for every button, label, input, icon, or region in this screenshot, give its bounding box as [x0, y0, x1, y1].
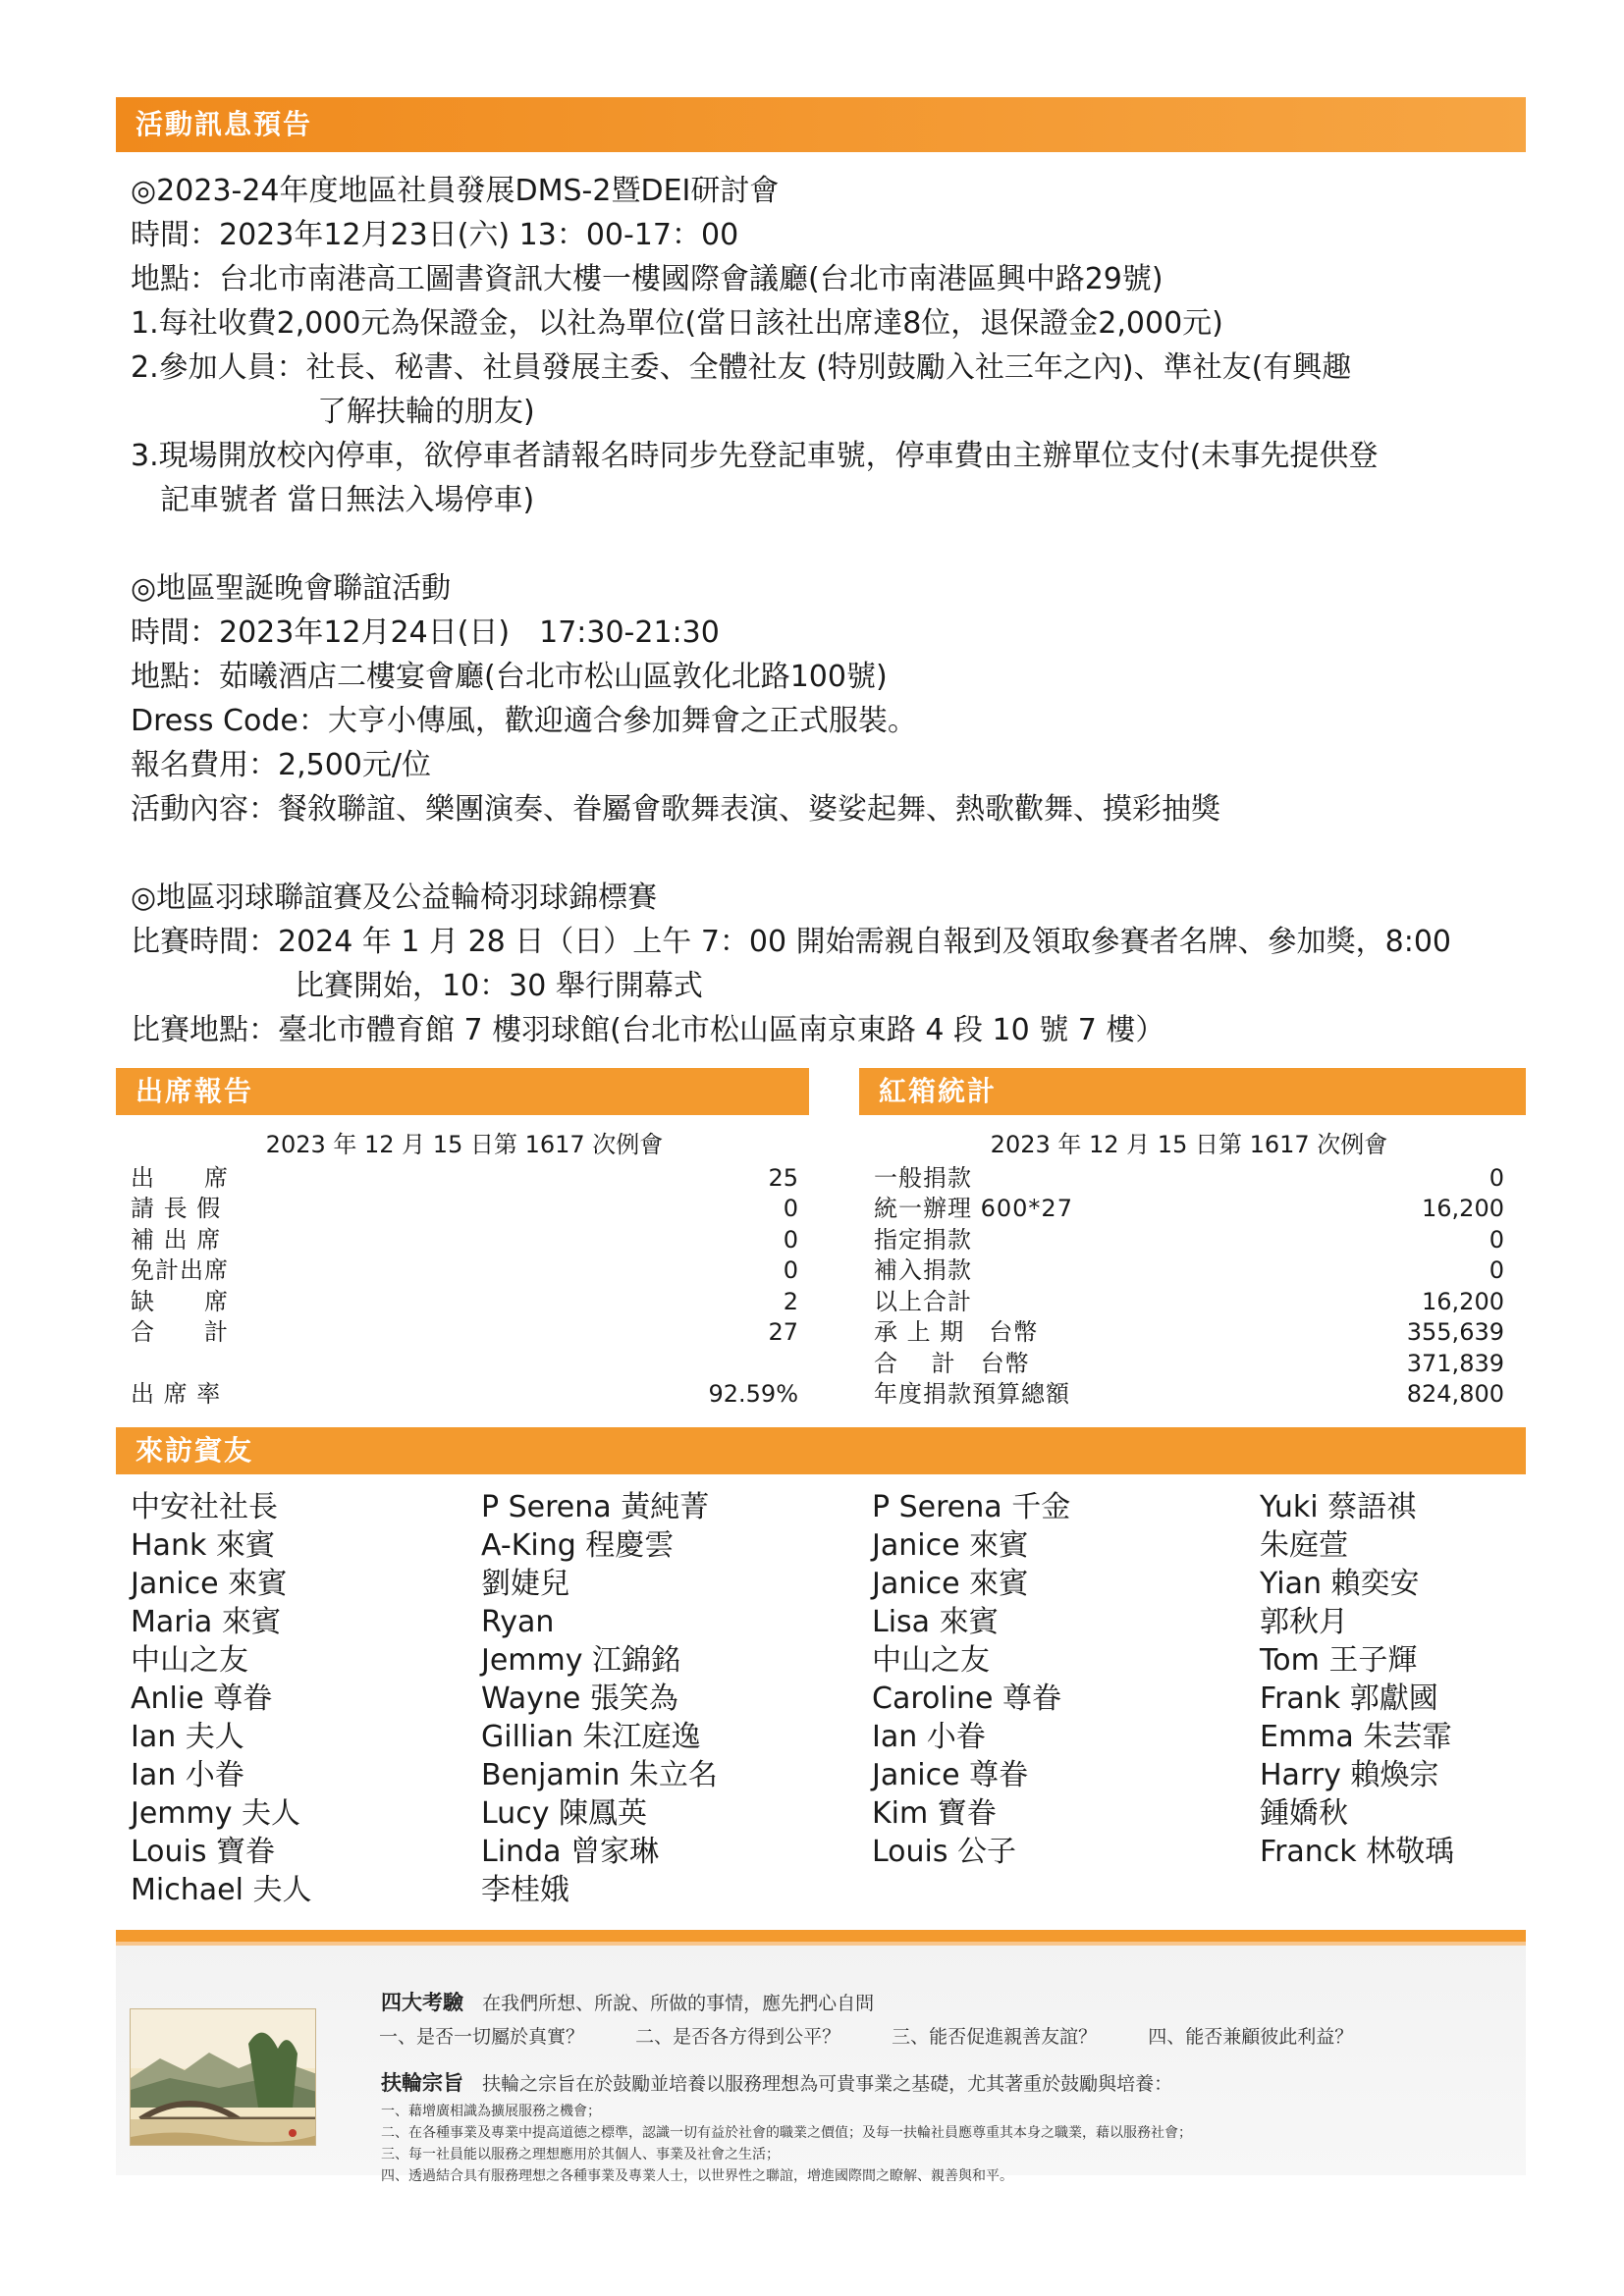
visitor-name: Lucy 陳鳳英	[481, 1796, 647, 1831]
visitor-name: Hank 來賓	[131, 1528, 275, 1563]
event1-title: ◎2023-24年度地區社員發展DMS-2暨DEI研討會	[131, 174, 780, 208]
attendance-value: 25	[768, 1163, 798, 1192]
visitor-name: Gillian 朱江庭逸	[481, 1720, 701, 1754]
visitor-name: P Serena 千金	[872, 1490, 1071, 1524]
event1-item3: 3.現場開放校內停車，欲停車者請報名時同步先登記車號，停車費由主辦單位支付(未事先提供登	[131, 439, 1379, 473]
attendance-rate-value: 92.59%	[708, 1379, 798, 1408]
event2-fee: 報名費用：2,500元/位	[131, 748, 431, 782]
visitor-name: 中山之友	[131, 1643, 248, 1678]
redbox-section-header: 紅箱統計	[859, 1068, 1526, 1115]
visitor-name: Benjamin 朱立名	[481, 1758, 718, 1792]
visitor-name: 中安社社長	[131, 1490, 278, 1524]
visitor-name: Janice 來賓	[872, 1567, 1029, 1601]
visitors-column-4	[1260, 1488, 1454, 1871]
visitor-name: Yuki 蔡語祺	[1260, 1490, 1417, 1524]
event3-time-cont: 比賽開始，10：30 舉行開幕式	[295, 969, 703, 1003]
attendance-row	[131, 1287, 798, 1318]
attendance-value: 0	[783, 1225, 798, 1254]
redbox-label: 承 上 期 台幣	[874, 1318, 1039, 1346]
attendance-row	[131, 1194, 798, 1225]
redbox-value: 824,800	[1406, 1380, 1504, 1408]
redbox-row	[874, 1194, 1504, 1225]
attendance-label: 請 長 假	[131, 1195, 222, 1222]
visitor-name: Caroline 尊眷	[872, 1682, 1062, 1716]
test-question-1: 一、是否一切屬於真實？	[379, 2026, 585, 2048]
visitor-name: Janice 來賓	[131, 1567, 288, 1601]
redbox-row	[874, 1225, 1504, 1256]
redbox-meeting-title: 2023 年 12 月 15 日第 1617 次例會	[990, 1131, 1388, 1158]
redbox-value: 355,639	[1406, 1318, 1504, 1346]
visitor-name: Linda 曾家琳	[481, 1835, 660, 1869]
attendance-rate-row	[131, 1379, 798, 1411]
visitor-name: Janice 尊眷	[872, 1758, 1029, 1792]
attendance-label: 免計出席	[131, 1256, 229, 1284]
visitor-name: Yian 賴奕安	[1260, 1567, 1420, 1601]
attendance-label: 補 出 席	[131, 1225, 222, 1254]
visitor-name: Ian 夫人	[131, 1720, 244, 1754]
visitor-name: Emma 朱芸霏	[1260, 1720, 1452, 1754]
events-section-header: 活動訊息預告	[116, 97, 1526, 152]
visitor-name: Ryan	[481, 1605, 555, 1639]
redbox-row	[874, 1255, 1504, 1287]
visitor-name: Ian 小眷	[131, 1758, 244, 1792]
four-way-test-questions	[379, 2022, 1353, 2049]
event1-item3-cont: 記車號者 當日無法入場停車)	[160, 483, 535, 517]
attendance-label: 合 計	[131, 1318, 229, 1346]
event2-dress-code: Dress Code：大亨小傳風，歡迎適合參加舞會之正式服裝。	[131, 704, 917, 738]
visitors-column-1	[131, 1488, 311, 1909]
object-of-rotary-title: 扶輪宗旨	[381, 2070, 463, 2095]
visitor-name: 李桂娥	[481, 1873, 569, 1907]
object-of-rotary-subtitle: 扶輪之宗旨在於鼓勵並培養以服務理想為可貴事業之基礎，尤其著重於鼓勵與培養：	[482, 2073, 1173, 2095]
attendance-report	[131, 1130, 798, 1410]
visitor-name: Janice 來賓	[872, 1528, 1029, 1563]
event1-item1: 1.每社收費2,000元為保證金，以社為單位(當日該社出席達8位，退保證金2,000元)	[131, 306, 1223, 341]
visitor-name: 朱庭萱	[1260, 1528, 1348, 1563]
visitor-name: Wayne 張笑為	[481, 1682, 678, 1716]
redbox-label: 指定捐款	[874, 1225, 972, 1254]
test-question-4: 四、能否兼顧彼此利益？	[1148, 2026, 1354, 2048]
four-way-test-title: 四大考驗	[381, 1990, 463, 2014]
four-way-test-line	[381, 1987, 874, 2016]
attendance-row	[131, 1255, 798, 1287]
object-item-2: 二、在各種事業及專業中提高道德之標準，認識一切有益於社會的職業之價值；及每一扶輪社員應尊重其本身之職業，藉以服務社會；	[381, 2125, 1192, 2141]
visitor-name: 中山之友	[872, 1643, 990, 1678]
visitors-section-header: 來訪賓友	[116, 1427, 1526, 1474]
attendance-value: 0	[783, 1195, 798, 1222]
attendance-value: 0	[783, 1256, 798, 1284]
event1-time: 時間：2023年12月23日(六) 13：00-17：00	[131, 218, 739, 252]
visitor-name: Jemmy 夫人	[131, 1796, 301, 1831]
visitor-name: A-King 程慶雲	[481, 1528, 675, 1563]
attendance-row	[131, 1163, 798, 1195]
visitor-name: Ian 小眷	[872, 1720, 986, 1754]
event2-title: ◎地區聖誕晚會聯誼活動	[131, 571, 452, 606]
visitor-name: Franck 林敬瑀	[1260, 1835, 1455, 1869]
attendance-section-header: 出席報告	[116, 1068, 809, 1115]
redbox-value: 371,839	[1406, 1349, 1504, 1377]
object-of-rotary-items	[381, 2101, 1192, 2187]
attendance-value: 2	[783, 1287, 798, 1315]
redbox-label: 年度捐款預算總額	[874, 1380, 1070, 1408]
redbox-label: 補入捐款	[874, 1256, 972, 1284]
object-item-3: 三、每一社員能以服務之理想應用於其個人、事業及社會之生活；	[381, 2147, 780, 2163]
attendance-label: 出 席	[131, 1163, 229, 1192]
event3-place: 比賽地點：臺北市體育館 7 樓羽球館(台北市松山區南京東路 4 段 10 號 7 樓）	[131, 1013, 1165, 1047]
redbox-label: 以上合計	[874, 1287, 972, 1315]
visitor-name: P Serena 黃純菁	[481, 1490, 710, 1524]
event1-item2: 2.參加人員：社長、秘書、社員發展主委、全體社友 (特別鼓勵入社三年之內)、準社友(有興趣	[131, 350, 1352, 385]
attendance-value: 27	[768, 1318, 798, 1346]
visitors-column-3	[872, 1488, 1070, 1871]
attendance-row	[131, 1317, 798, 1349]
redbox-row	[874, 1287, 1504, 1318]
event2-time: 時間：2023年12月24日(日) 17:30-21:30	[131, 615, 720, 650]
event2-place: 地點：茹曦酒店二樓宴會廳(台北市松山區敦化北路100號)	[131, 660, 888, 694]
redbox-row	[874, 1379, 1504, 1411]
visitor-name: Jemmy 江錦銘	[481, 1643, 681, 1678]
redbox-label: 統一辦理 600*27	[874, 1195, 1073, 1222]
visitor-name: Anlie 尊眷	[131, 1682, 273, 1716]
attendance-meeting-title: 2023 年 12 月 15 日第 1617 次例會	[265, 1131, 664, 1158]
redbox-value: 0	[1489, 1225, 1504, 1254]
visitor-name: Harry 賴煥宗	[1260, 1758, 1439, 1792]
visitor-name: 劉婕兒	[481, 1567, 569, 1601]
visitor-name: Tom 王子輝	[1260, 1643, 1418, 1678]
test-question-2: 二、是否各方得到公平？	[635, 2026, 841, 2048]
redbox-value: 16,200	[1422, 1287, 1504, 1315]
object-item-4: 四、透過結合具有服務理想之各種事業及專業人士，以世界性之聯誼，增進國際間之瞭解、親善與和平。	[381, 2168, 1013, 2184]
visitor-name: 鍾嬌秋	[1260, 1796, 1348, 1831]
visitor-name: 郭秋月	[1260, 1605, 1348, 1639]
visitor-name: Kim 寶眷	[872, 1796, 997, 1831]
object-of-rotary-line	[381, 2067, 1172, 2097]
rotary-footer	[116, 1930, 1526, 2184]
four-way-test-subtitle: 在我們所想、所說、所做的事情，應先捫心自問	[482, 1993, 875, 2014]
event3-title: ◎地區羽球聯誼賽及公益輪椅羽球錦標賽	[131, 881, 658, 915]
visitor-name: Maria 來賓	[131, 1605, 281, 1639]
visitor-name: Louis 公子	[872, 1835, 1017, 1869]
bridge-painting-image	[130, 2008, 316, 2146]
visitors-column-2	[481, 1488, 718, 1909]
visitor-name: Lisa 來賓	[872, 1605, 999, 1639]
visitor-name: Louis 寶眷	[131, 1835, 276, 1869]
redbox-report	[874, 1130, 1504, 1411]
events-section	[131, 169, 1515, 1052]
redbox-row	[874, 1349, 1504, 1380]
object-item-1: 一、藉增廣相識為擴展服務之機會；	[381, 2104, 601, 2119]
redbox-value: 0	[1489, 1256, 1504, 1284]
visitor-name: Frank 郭獻國	[1260, 1682, 1438, 1716]
attendance-label: 缺 席	[131, 1287, 229, 1315]
event1-place: 地點：台北市南港高工圖書資訊大樓一樓國際會議廳(台北市南港區興中路29號)	[131, 262, 1164, 296]
redbox-value: 16,200	[1422, 1195, 1504, 1222]
redbox-value: 0	[1489, 1163, 1504, 1192]
redbox-row	[874, 1317, 1504, 1349]
redbox-label: 一般捐款	[874, 1163, 972, 1192]
attendance-rate-label: 出 席 率	[131, 1379, 222, 1408]
event2-content: 活動內容：餐敘聯誼、樂團演奏、眷屬會歌舞表演、婆娑起舞、熱歌歡舞、摸彩抽獎	[131, 792, 1220, 827]
event3-time: 比賽時間：2024 年 1 月 28 日（日）上午 7：00 開始需親自報到及領取參賽者名牌、參加獎，8:00	[131, 925, 1451, 959]
redbox-label: 合 計 台幣	[874, 1349, 1030, 1377]
redbox-row	[874, 1163, 1504, 1195]
attendance-row	[131, 1225, 798, 1256]
visitor-name: Michael 夫人	[131, 1873, 312, 1907]
event1-item2-cont: 了解扶輪的朋友)	[317, 395, 535, 429]
test-question-3: 三、能否促進親善友誼？	[892, 2026, 1098, 2048]
